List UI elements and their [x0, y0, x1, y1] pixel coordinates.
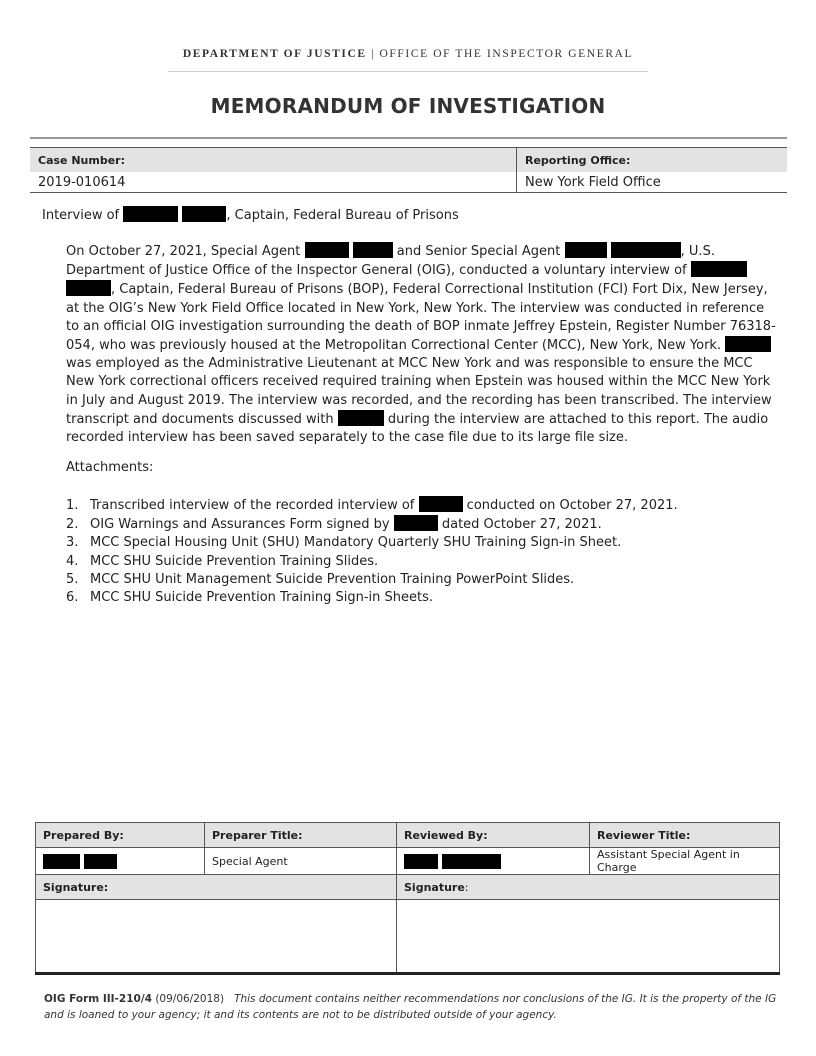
redaction-bar: [419, 496, 463, 512]
header-separator: |: [371, 48, 376, 60]
reviewer-signature-area: [397, 900, 780, 974]
header-divider: [168, 71, 648, 72]
signature-label-right: [397, 875, 780, 900]
redaction-bar: [725, 336, 771, 352]
reviewer-title-value: Assistant Special Agent in Charge: [590, 848, 780, 875]
narrative-text: during the interview are attached to this report. The audio recorded interview has been saved separately to the case file due to its large file size.: [66, 411, 769, 446]
reviewed-by-label: Reviewed By:: [397, 823, 590, 848]
attachments-label: Attachments:: [66, 460, 154, 475]
list-number: 6.: [66, 590, 79, 606]
list-text: MCC Special Housing Unit (SHU) Mandatory Quarterly SHU Training Sign-in Sheet.: [90, 535, 622, 551]
title-divider: [30, 137, 787, 139]
signature-label-left: Signature:: [36, 875, 397, 900]
list-number: 3.: [66, 535, 79, 551]
list-number: 5.: [66, 571, 79, 587]
prepared-by-value: [36, 848, 205, 875]
redaction-bar: [442, 854, 501, 869]
redaction-bar: [43, 854, 80, 869]
signature-table: [35, 822, 780, 975]
department-name: DEPARTMENT OF JUSTICE: [182, 48, 367, 60]
case-number-label: Case Number:: [30, 148, 517, 173]
preparer-title-label: Preparer Title:: [205, 823, 397, 848]
redaction-bar: [66, 280, 111, 296]
narrative-text: and Senior Special Agent: [396, 244, 561, 259]
list-number: 4.: [66, 553, 79, 569]
form-id: OIG Form III-210/4: [44, 993, 152, 1005]
case-number-value: 2019-010614: [30, 172, 517, 193]
list-text: Transcribed interview of the recorded interview of: [90, 498, 415, 513]
redaction-bar: [394, 515, 438, 531]
reporting-office-label: Reporting Office:: [517, 148, 788, 173]
list-item: [66, 496, 776, 515]
redaction-bar: [611, 242, 681, 258]
list-number: 2.: [66, 517, 79, 533]
narrative-text: On October 27, 2021, Special Agent: [66, 244, 301, 259]
redaction-bar: [182, 206, 226, 222]
list-item: [66, 589, 776, 607]
attachments-list: [66, 496, 776, 607]
redaction-bar: [338, 410, 384, 426]
reviewer-title-label: Reviewer Title:: [590, 823, 780, 848]
list-item: [66, 515, 776, 534]
redaction-bar: [404, 854, 438, 869]
list-item: [66, 553, 776, 571]
list-text: MCC SHU Suicide Prevention Training Sign-in Sheets.: [90, 590, 434, 606]
redaction-bar: [691, 261, 747, 277]
preparer-title-value: Special Agent: [205, 848, 397, 875]
interview-suffix: , Captain, Federal Bureau of Prisons: [226, 208, 459, 223]
list-text: OIG Warnings and Assurances Form signed by: [90, 517, 390, 533]
redaction-bar: [353, 242, 393, 258]
department-header: [0, 48, 816, 60]
narrative-text: , Captain, Federal Bureau of Prisons (BOP), Federal Correctional Institution (FCI) Fort Dix, New Jersey, at the OIG’s New York Field Office located in New York, New York. The interview was conducted in reference to an official OIG investigation surrounding the death of BOP inmate Jeffrey Epstein, Register Number 76318-054, who was previously housed at the Metropolitan Correctional Center (MCC), New York, New York.: [66, 282, 776, 354]
list-text: conducted on October 27, 2021.: [466, 498, 678, 513]
office-name: OFFICE OF THE INSPECTOR GENERAL: [379, 48, 634, 60]
case-info-table: [30, 147, 787, 193]
redaction-bar: [84, 854, 117, 869]
narrative-text: , U.S. Department of Justice Office of the Inspector General (OIG), conducted a voluntary interview of: [66, 244, 715, 279]
reviewed-by-value: [397, 848, 590, 875]
redaction-bar: [123, 206, 178, 222]
footer-disclaimer: This document contains neither recommendations nor conclusions of the IG. It is the property of the IG and is loaned to your agency; it and its contents are not to be distributed outside of your agency.: [44, 993, 777, 1021]
list-text: dated October 27, 2021.: [441, 517, 602, 533]
redaction-bar: [565, 242, 607, 258]
prepared-by-label: Prepared By:: [36, 823, 205, 848]
form-date: (09/06/2018): [155, 993, 225, 1005]
narrative-text: was employed as the Administrative Lieutenant at MCC New York and was responsible to ensure the MCC New York correctional officers received required training when Epstein was housed within the MCC New York in July and August 2019. The interview was recorded, and the recording has been transcribed. The interview transcript and documents discussed with: [66, 356, 772, 427]
signature-label-text: Signature: [404, 880, 465, 894]
narrative-paragraph: [66, 242, 776, 447]
page-title: MEMORANDUM OF INVESTIGATION: [210, 94, 606, 118]
list-item: [66, 571, 776, 589]
list-number: 1.: [66, 498, 79, 513]
interview-prefix: Interview of: [42, 208, 120, 223]
list-text: MCC SHU Unit Management Suicide Prevention Training PowerPoint Slides.: [90, 571, 575, 587]
list-item: [66, 534, 776, 552]
form-footer: [44, 991, 779, 1023]
preparer-signature-area: [36, 900, 397, 974]
list-text: MCC SHU Suicide Prevention Training Slides.: [90, 553, 379, 569]
reporting-office-value: New York Field Office: [517, 172, 788, 193]
redaction-bar: [305, 242, 349, 258]
interview-subject-line: [42, 206, 459, 223]
signature-colon: :: [464, 880, 469, 894]
